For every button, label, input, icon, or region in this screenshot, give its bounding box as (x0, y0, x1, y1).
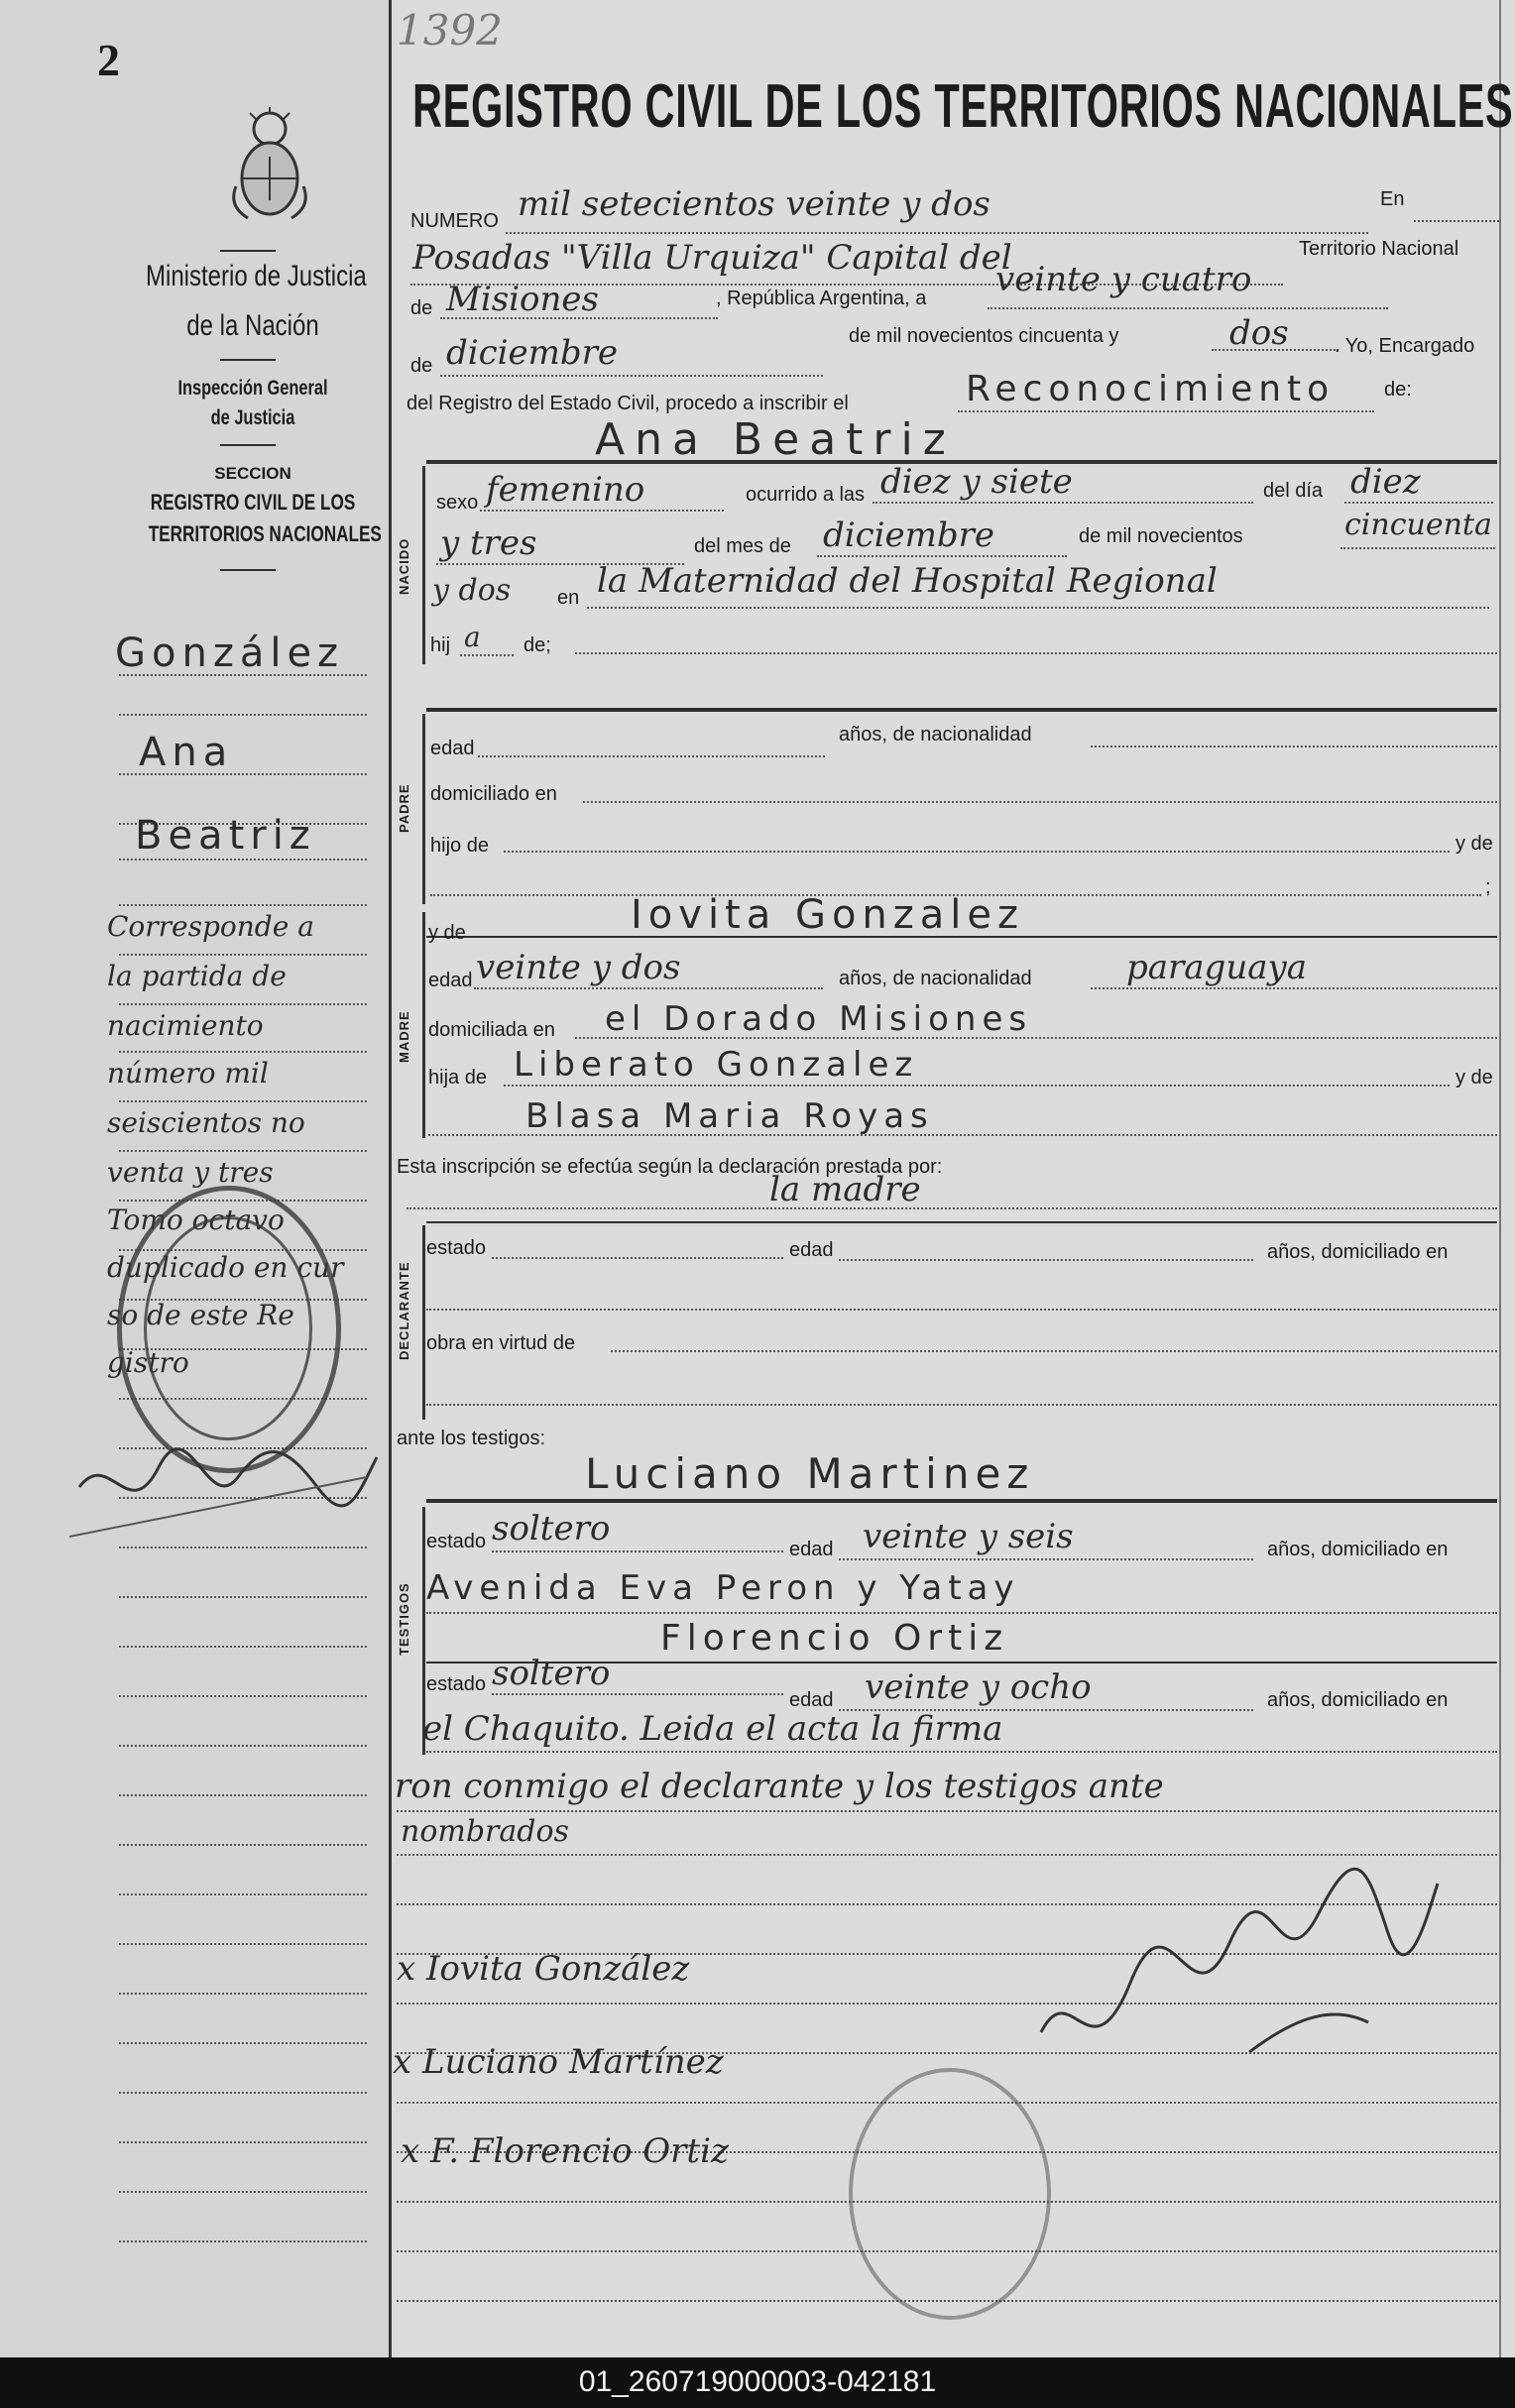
numero-line (506, 232, 1368, 234)
dia-value: diez (1350, 462, 1421, 502)
nacido-bracket (422, 466, 425, 664)
numero-value: mil setecientos veinte y dos (518, 184, 991, 224)
declarante-bracket (422, 1225, 425, 1420)
nacido-de-label: de; (524, 634, 551, 656)
madre-y-de-label: y de (428, 922, 466, 944)
padre-bracket (422, 714, 425, 904)
anio-line (1340, 547, 1495, 549)
testigos-rule (426, 1499, 1497, 1503)
registry-line2: TERRITORIOS NACIONALES (148, 521, 382, 546)
padre-rule (426, 708, 1497, 712)
padre-anios-label: años, de nacionalidad (839, 724, 1032, 745)
novecientos-label: de mil novecientos (1079, 525, 1243, 547)
top-scribble: 1392 (397, 6, 503, 55)
numero-label: NUMERO (410, 210, 499, 232)
padre-domicilio-label: domiciliado en (430, 783, 557, 805)
obra-line (611, 1350, 1497, 1352)
testigo1-domicilio: Avenida Eva Peron y Yatay (426, 1568, 1020, 1608)
signature-1: x Iovita González (397, 1949, 690, 1989)
madre-hija-label: hija de (428, 1067, 487, 1089)
republica-label: , República Argentina, a (716, 287, 927, 309)
territory-value: Misiones (446, 280, 599, 319)
madre-madre-name: Blasa Maria Royas (525, 1096, 934, 1136)
de-colon-label: de: (1384, 379, 1412, 401)
month-line (440, 375, 823, 377)
signature-2: x Luciano Martínez (393, 2042, 724, 2082)
padre-edad-line (478, 755, 825, 757)
year-value: dos (1229, 313, 1289, 353)
madre-domicilio: el Dorado Misiones (605, 999, 1033, 1039)
madre-hija-line (504, 1085, 1450, 1087)
anio-value: cincuenta (1344, 508, 1492, 542)
margin-divider (389, 0, 392, 2357)
margin-name2: Beatriz (135, 813, 316, 859)
section-rule-top (220, 444, 276, 446)
testigo1-anios-label: años, domiciliado en (1267, 1539, 1449, 1560)
ocurrido-label: ocurrido a las (746, 484, 866, 506)
madre-label: MADRE (397, 1010, 411, 1063)
footer-bar (0, 2357, 1515, 2408)
day-line (988, 307, 1388, 309)
madre-edad-line (474, 987, 823, 989)
declaracion-line (407, 1207, 1497, 1209)
testigo2-anios-label: años, domiciliado en (1267, 1689, 1449, 1711)
padre-edad-label: edad (430, 738, 475, 759)
registry-line1: REGISTRO CIVIL DE LOS (150, 490, 356, 515)
madre-domicilio-label: domiciliada en (428, 1019, 555, 1041)
footer-id: 01_260719000003-042181 (578, 2365, 937, 2398)
padre-y-de: y de (1456, 833, 1493, 855)
testigo2-estado-label: estado (426, 1673, 487, 1695)
madre-nac-line (1091, 987, 1497, 989)
mes-value: diciembre (823, 516, 995, 555)
testigo1-edad: veinte y seis (863, 1517, 1074, 1556)
yo-label: . Yo, Encargado (1335, 335, 1475, 357)
obra-label: obra en virtud de (426, 1332, 576, 1354)
en-label: En (1380, 188, 1405, 210)
padre-domicilio-line (583, 801, 1497, 803)
act-line (958, 410, 1374, 412)
declaracion-value: la madre (769, 1170, 921, 1209)
testigo1-name: Luciano Martinez (585, 1449, 1035, 1498)
testigo2-estado: soltero (492, 1654, 611, 1693)
section-label: SECCION (214, 464, 291, 483)
document-title: REGISTRO CIVIL DE LOS TERRITORIOS NACIONALES (412, 72, 1514, 141)
testigo2-domicilio: el Chaquito. Leida el acta la firma (422, 1709, 1003, 1749)
del-dia-label: del día (1263, 480, 1324, 502)
declarante-edad-line (839, 1259, 1253, 1261)
person-name: Ana Beatriz (595, 414, 956, 465)
testigo1-dom-line (426, 1612, 1497, 1614)
right-edge (1499, 0, 1501, 2357)
act-value: Reconocimiento (966, 369, 1336, 409)
madre-bracket (422, 912, 425, 1138)
padre-semicolon: ; (1485, 876, 1491, 898)
declarante-estado-line (492, 1257, 783, 1259)
declarante-anios-label: años, domiciliado en (1267, 1241, 1449, 1263)
madre-anios-label: años, de nacionalidad (839, 968, 1032, 989)
testigos-label: TESTIGOS (397, 1582, 411, 1656)
sexo-line (480, 510, 724, 512)
margin-signature (69, 1428, 387, 1547)
testigo2-estado-line (492, 1693, 783, 1695)
territorio-label: Territorio Nacional (1299, 238, 1459, 260)
day-value: veinte y cuatro (995, 260, 1252, 299)
hij-line (460, 654, 514, 656)
registry-rule (220, 569, 276, 571)
inspection-line2: de Justicia (210, 406, 295, 429)
dia-line (1344, 502, 1493, 504)
hij-value: a (464, 621, 481, 653)
registrar-seal (849, 2068, 1051, 2320)
encargado-label: del Registro del Estado Civil, procedo a inscribir el (407, 393, 849, 414)
anio-value-2: y dos (432, 573, 512, 608)
ante-testigos-label: ante los testigos: (397, 1428, 546, 1449)
declaracion-label: Esta inscripción se efectúa según la declaración prestada por: (397, 1156, 943, 1178)
testigo2-edad: veinte y ocho (865, 1667, 1092, 1707)
madre-edad-value: veinte y dos (476, 948, 681, 987)
declarante-rule (426, 1221, 1497, 1223)
madre-y-de-2: y de (1456, 1067, 1493, 1089)
padre-hijo-label: hijo de (430, 835, 489, 857)
ministry-line2: de la Nación (186, 309, 319, 342)
declarante-edad-label: edad (789, 1239, 834, 1261)
ministry-rule-top (220, 250, 276, 252)
lugar-line (587, 607, 1489, 609)
testigo1-edad-label: edad (789, 1539, 834, 1560)
sexo-value: femenino (486, 470, 645, 510)
month-value: diciembre (446, 333, 619, 373)
nacido-en-label: en (557, 587, 580, 609)
ministry-line1: Ministerio de Justicia (146, 260, 367, 292)
page-number: 2 (97, 35, 120, 85)
declarante-end-line (426, 1404, 1497, 1406)
testigo2-name: Florencio Ortiz (660, 1618, 1009, 1659)
nacido-label: NACIDO (397, 537, 411, 595)
testigo1-estado: soltero (492, 1509, 611, 1548)
signature-3: x F. Florencio Ortiz (401, 2131, 729, 2171)
testigo2-edad-label: edad (789, 1689, 834, 1711)
de-label-2: de (410, 355, 433, 377)
de-label-1: de (410, 297, 433, 319)
closing-line-1 (426, 1751, 1497, 1753)
sexo-label: sexo (436, 492, 479, 514)
registrar-signature (1031, 1854, 1448, 2082)
madre-edad-label: edad (428, 970, 473, 991)
hora-line (873, 502, 1253, 504)
padre-nac-line (1091, 745, 1497, 747)
margin-surname: González (115, 631, 345, 676)
madre-nacionalidad: paraguaya (1126, 948, 1307, 987)
en-line (1414, 220, 1499, 222)
testigo1-edad-line (839, 1558, 1253, 1560)
closing-text-3: nombrados (401, 1814, 569, 1849)
padre-hijo-line (504, 851, 1450, 853)
hora-value: diez y siete (880, 462, 1073, 502)
declarante-dom-line (426, 1309, 1497, 1311)
dia-value-2: y tres (440, 523, 537, 563)
lugar-value: la Maternidad del Hospital Regional (597, 561, 1218, 601)
del-mes-label: del mes de (694, 535, 791, 557)
padre-label: PADRE (397, 783, 411, 833)
year-label: de mil novecientos cincuenta y (849, 325, 1119, 347)
declarante-label: DECLARANTE (397, 1261, 411, 1360)
ministry-rule-bottom (220, 359, 276, 361)
margin-name1: Ana (139, 730, 234, 775)
closing-line-2 (397, 1810, 1497, 1812)
madre-name: Iovita Gonzalez (631, 892, 1025, 938)
mes-line (817, 555, 1067, 557)
closing-text-2: ron conmigo el declarante y los testigos ante (395, 1767, 1164, 1806)
declarante-estado-label: estado (426, 1237, 487, 1259)
hij-label: hij (430, 634, 451, 656)
place-value: Posadas "Villa Urquiza" Capital del (412, 238, 1012, 278)
madre-padre-name: Liberato Gonzalez (514, 1045, 919, 1085)
inspection-line1: Inspección General (177, 377, 328, 400)
testigo1-estado-line (492, 1550, 783, 1552)
nacido-end-line (575, 652, 1497, 654)
testigo1-estado-label: estado (426, 1531, 487, 1552)
register-page: 2 1392 Ministerio de Justicia de la Nación Inspección General de Justicia SECCION REGISTRO CIVIL DE LOS TERRITORIOS NACIONALES González Ana Beatriz Corresponde a la partida de nacimiento número mil seiscientos no venta y tres Tomo octavo duplicado en cur so de este Re gistro REGISTRO CIVIL DE LOS TERRITORIOS NACIONALES NUMERO mil setecientos veinte y dos En Posadas "Villa Urquiza" Capital del Territorio Nacional de Misiones , República Argentina, a veinte y cuatro de diciembre de mil novecientos cincuenta y dos . Yo, Encargado del Registro del Estado Civil, procedo a inscribir el Reconocimiento de: Ana Beatriz NACIDO sexo femenino ocurrido a las diez y siete del día diez y tres del mes de diciembre de mil novecientos cincuenta y dos en la Maternidad del Hospital Regional hij a de; PADRE edad años, de nacionalidad domiciliado en hijo de y de ; MADRE y de Iovita Gonzalez edad veinte y dos años, de nacionalidad paraguaya domiciliada en el Dorado Misiones hija de Liberato Gonzalez y de Blasa Maria Royas Esta inscripción se efectúa según la declaración prestada por: la madre DECLARANTE estado edad años, domiciliado en obra en virtud de ante los testigos: Luciano Martinez TESTIGOS estado soltero edad veinte y seis años, domiciliado en Avenida Eva Peron y Yatay Florencio Ortiz estado soltero edad veinte y ocho años, domiciliado en el Chaquito. Leida el acta la firma ron conmigo el declarante y los testigos ante nombrados x Iovita González x Luciano Martínez x F. Florencio Ortiz (0, 0, 1515, 2357)
coat-of-arms-icon (228, 107, 311, 226)
